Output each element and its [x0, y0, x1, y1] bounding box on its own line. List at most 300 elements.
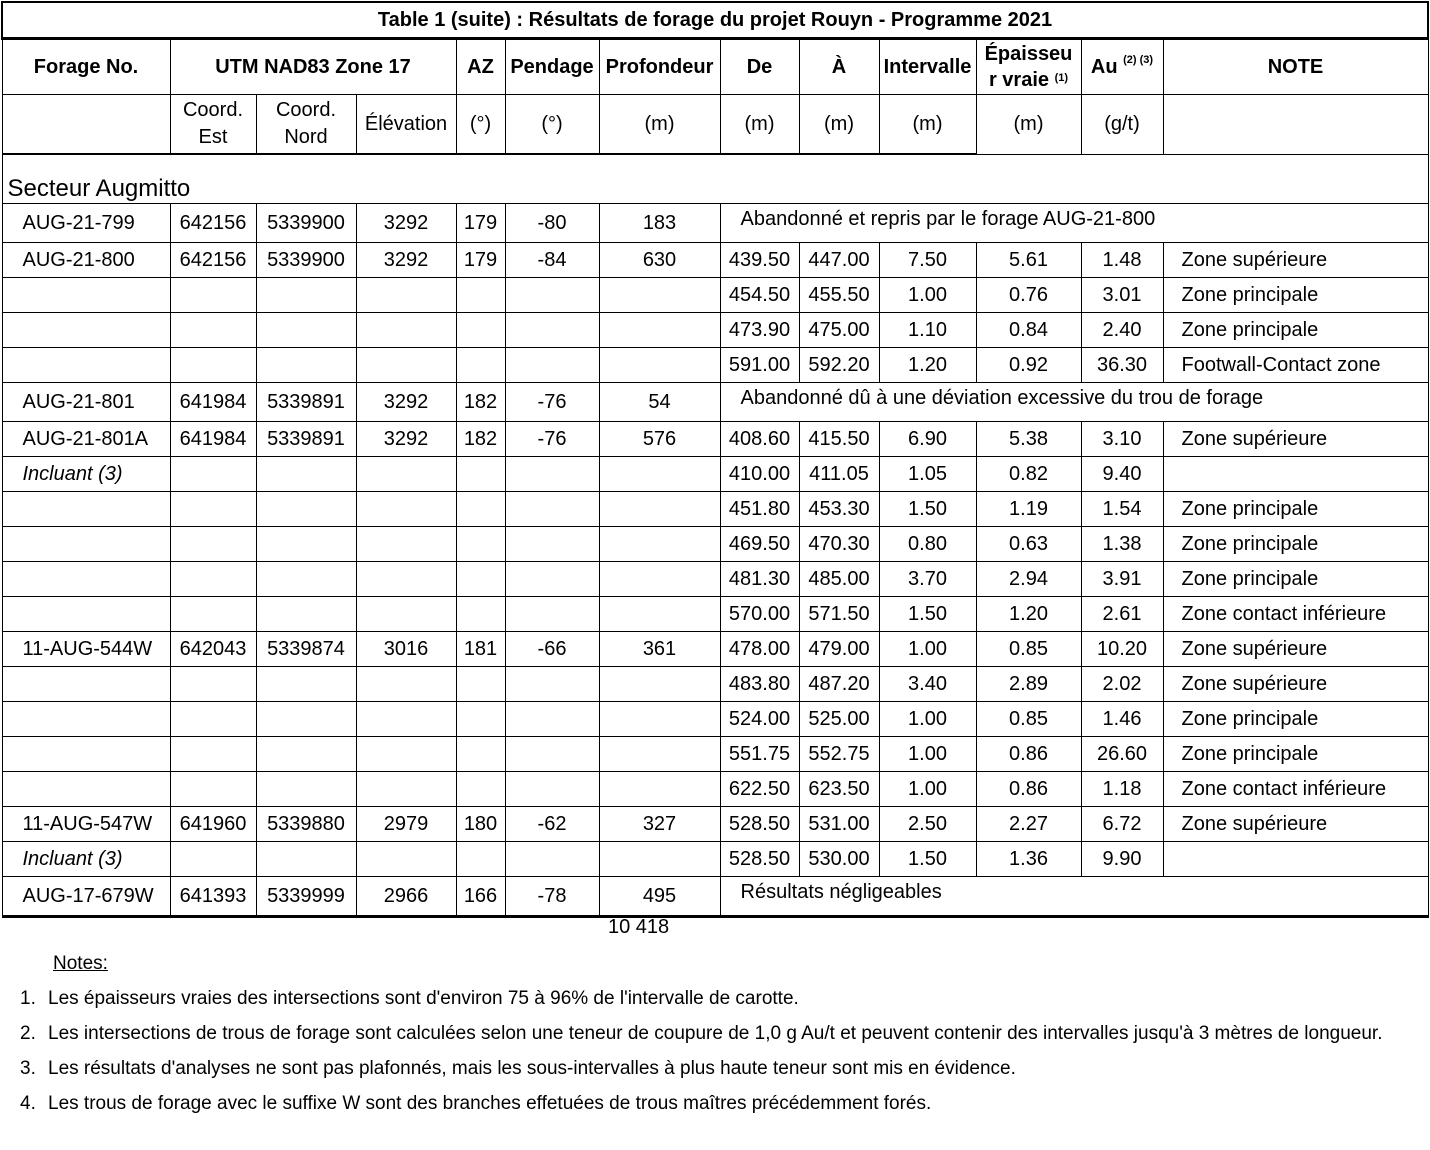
cell-de: 524.00 [720, 702, 799, 737]
cell-ep: 2.94 [976, 562, 1081, 597]
cell-hole: AUG-21-801A [2, 422, 170, 457]
table-row [2, 877, 1428, 917]
cell-prof: 361 [599, 632, 720, 667]
subheader-az-unit: (°) [456, 95, 505, 155]
cell-est [170, 702, 256, 737]
cell-note: Zone contact inférieure [1163, 772, 1428, 807]
cell-pend: -76 [505, 422, 599, 457]
cell-ep: 5.61 [976, 243, 1081, 278]
cell-nord [256, 457, 356, 492]
cell-prof [599, 278, 720, 313]
table-row [2, 348, 1428, 383]
header-epaisseur-line2: r vraie [988, 69, 1050, 91]
table-row [2, 702, 1428, 737]
cell-hole [2, 492, 170, 527]
cell-pend: -66 [505, 632, 599, 667]
cell-elev [356, 527, 456, 562]
header-pendage: Pendage [505, 39, 599, 95]
cell-pend: -76 [505, 383, 599, 422]
cell-au: 1.48 [1081, 243, 1163, 278]
note-item [20, 985, 1410, 1012]
cell-nord [256, 702, 356, 737]
cell-nord: 5339900 [256, 243, 356, 278]
note-text: Les résultats d'analyses ne sont pas plafonnés, mais les sous-intervalles à plus haute teneur sont mis en évidence. [48, 1058, 1016, 1079]
cell-note: Zone principale [1163, 313, 1428, 348]
cell-nord [256, 772, 356, 807]
table-row [2, 204, 1428, 243]
cell-elev [356, 597, 456, 632]
cell-nord: 5339900 [256, 204, 356, 243]
table-row [2, 422, 1428, 457]
cell-int: 3.40 [879, 667, 976, 702]
header-intervalle: Intervalle [879, 39, 976, 95]
cell-de: 591.00 [720, 348, 799, 383]
cell-nord [256, 527, 356, 562]
cell-pend: -80 [505, 204, 599, 243]
table-row [2, 243, 1428, 278]
cell-az [456, 278, 505, 313]
cell-a: 479.00 [799, 632, 879, 667]
cell-elev: 2979 [356, 807, 456, 842]
table-title: Table 1 (suite) : Résultats de forage du projet Rouyn - Programme 2021 [2, 2, 1428, 39]
cell-note: Zone supérieure [1163, 807, 1428, 842]
cell-pend [505, 702, 599, 737]
cell-hole: Incluant (3) [2, 842, 170, 877]
cell-ep: 0.86 [976, 772, 1081, 807]
cell-prof [599, 842, 720, 877]
cell-est [170, 348, 256, 383]
cell-a: 411.05 [799, 457, 879, 492]
table-row [2, 313, 1428, 348]
cell-pend [505, 278, 599, 313]
cell-prof: 54 [599, 383, 720, 422]
section-title: Secteur Augmitto [2, 154, 1428, 204]
cell-prof [599, 492, 720, 527]
cell-pend [505, 313, 599, 348]
cell-az: 180 [456, 807, 505, 842]
cell-note: Zone principale [1163, 702, 1428, 737]
header-epaisseur [976, 39, 1081, 95]
cell-prof: 183 [599, 204, 720, 243]
cell-ep: 2.27 [976, 807, 1081, 842]
cell-note: Zone contact inférieure [1163, 597, 1428, 632]
cell-hole: AUG-21-800 [2, 243, 170, 278]
cell-hole: Incluant (3) [2, 457, 170, 492]
cell-est [170, 278, 256, 313]
cell-nord [256, 278, 356, 313]
header-de: De [720, 39, 799, 95]
cell-pend [505, 562, 599, 597]
table-row [2, 807, 1428, 842]
note-number: 2. [20, 1023, 36, 1044]
header-profondeur: Profondeur [599, 39, 720, 95]
cell-prof: 576 [599, 422, 720, 457]
note-number: 1. [20, 988, 36, 1009]
subheader-elevation: Élévation [356, 95, 456, 155]
cell-az [456, 348, 505, 383]
cell-hole: AUG-17-679W [2, 877, 170, 917]
cell-int: 1.50 [879, 842, 976, 877]
note-item [20, 1055, 1410, 1082]
cell-az: 179 [456, 204, 505, 243]
header-utm: UTM NAD83 Zone 17 [170, 39, 456, 95]
table-row [2, 737, 1428, 772]
cell-elev [356, 737, 456, 772]
cell-az [456, 772, 505, 807]
cell-note: Zone principale [1163, 278, 1428, 313]
cell-est: 641960 [170, 807, 256, 842]
cell-nord [256, 842, 356, 877]
cell-az: 166 [456, 877, 505, 917]
cell-az [456, 842, 505, 877]
cell-int: 1.00 [879, 772, 976, 807]
table-row [2, 562, 1428, 597]
cell-nord: 5339999 [256, 877, 356, 917]
cell-hole: AUG-21-801 [2, 383, 170, 422]
subheader-empty [2, 95, 170, 155]
cell-ep: 1.36 [976, 842, 1081, 877]
cell-a: 453.30 [799, 492, 879, 527]
cell-pend [505, 772, 599, 807]
cell-int: 1.50 [879, 597, 976, 632]
cell-ep: 1.19 [976, 492, 1081, 527]
cell-a: 470.30 [799, 527, 879, 562]
header-row [2, 39, 1428, 95]
table-row [2, 383, 1428, 422]
results-table-container [1, 1, 1427, 918]
table-row [2, 632, 1428, 667]
table-row [2, 278, 1428, 313]
cell-de: 408.60 [720, 422, 799, 457]
cell-prof: 630 [599, 243, 720, 278]
cell-est: 642043 [170, 632, 256, 667]
cell-a: 447.00 [799, 243, 879, 278]
header-au [1081, 39, 1163, 95]
cell-az [456, 492, 505, 527]
header-a: À [799, 39, 879, 95]
cell-au: 1.46 [1081, 702, 1163, 737]
cell-hole: 11-AUG-547W [2, 807, 170, 842]
subheader-coord-nord: Coord. Nord [256, 95, 356, 155]
cell-nord [256, 313, 356, 348]
cell-au: 36.30 [1081, 348, 1163, 383]
subheader-au-unit: (g/t) [1081, 95, 1163, 155]
notes-title: Notes: [53, 953, 108, 974]
cell-note: Zone supérieure [1163, 422, 1428, 457]
cell-span-note: Abandonné dû à une déviation excessive du trou de forage [720, 383, 1428, 422]
cell-az [456, 527, 505, 562]
cell-de: 473.90 [720, 313, 799, 348]
cell-elev [356, 562, 456, 597]
cell-elev [356, 492, 456, 527]
cell-au: 1.54 [1081, 492, 1163, 527]
cell-ep: 5.38 [976, 422, 1081, 457]
header-note: NOTE [1163, 39, 1428, 95]
subheader-int-unit: (m) [879, 95, 976, 155]
cell-note: Footwall-Contact zone [1163, 348, 1428, 383]
cell-a: 525.00 [799, 702, 879, 737]
cell-note [1163, 842, 1428, 877]
cell-hole [2, 348, 170, 383]
cell-ep: 0.84 [976, 313, 1081, 348]
cell-span-note: Abandonné et repris par le forage AUG-21-800 [720, 204, 1428, 243]
cell-elev: 3292 [356, 383, 456, 422]
cell-prof [599, 348, 720, 383]
cell-int: 1.00 [879, 737, 976, 772]
note-item [20, 1090, 1410, 1117]
cell-est: 641393 [170, 877, 256, 917]
table-row [2, 457, 1428, 492]
cell-az [456, 457, 505, 492]
cell-de: 622.50 [720, 772, 799, 807]
cell-int: 3.70 [879, 562, 976, 597]
cell-est: 642156 [170, 243, 256, 278]
cell-pend: -62 [505, 807, 599, 842]
cell-elev [356, 457, 456, 492]
cell-hole [2, 667, 170, 702]
header-az: AZ [456, 39, 505, 95]
cell-pend [505, 597, 599, 632]
cell-nord: 5339891 [256, 422, 356, 457]
cell-prof: 495 [599, 877, 720, 917]
cell-a: 552.75 [799, 737, 879, 772]
cell-de: 451.80 [720, 492, 799, 527]
cell-de: 454.50 [720, 278, 799, 313]
cell-prof [599, 313, 720, 348]
cell-au: 6.72 [1081, 807, 1163, 842]
cell-pend [505, 457, 599, 492]
cell-int: 0.80 [879, 527, 976, 562]
cell-de: 528.50 [720, 807, 799, 842]
cell-au: 3.10 [1081, 422, 1163, 457]
cell-elev [356, 702, 456, 737]
cell-nord [256, 348, 356, 383]
subheader-ep-unit: (m) [976, 95, 1081, 155]
subheader-de-unit: (m) [720, 95, 799, 155]
cell-de: 481.30 [720, 562, 799, 597]
cell-az [456, 313, 505, 348]
cell-int: 1.00 [879, 278, 976, 313]
cell-au: 2.40 [1081, 313, 1163, 348]
cell-hole [2, 597, 170, 632]
cell-ep: 0.85 [976, 632, 1081, 667]
cell-note: Zone supérieure [1163, 667, 1428, 702]
cell-au: 1.38 [1081, 527, 1163, 562]
cell-a: 475.00 [799, 313, 879, 348]
cell-hole: 11-AUG-544W [2, 632, 170, 667]
cell-prof [599, 597, 720, 632]
cell-est [170, 667, 256, 702]
cell-nord: 5339874 [256, 632, 356, 667]
cell-ep: 0.86 [976, 737, 1081, 772]
table-row [2, 667, 1428, 702]
subheader-note-empty [1163, 95, 1428, 155]
cell-pend [505, 667, 599, 702]
cell-de: 483.80 [720, 667, 799, 702]
cell-pend [505, 492, 599, 527]
cell-note [1163, 457, 1428, 492]
cell-de: 528.50 [720, 842, 799, 877]
cell-prof: 327 [599, 807, 720, 842]
cell-hole [2, 737, 170, 772]
cell-prof [599, 562, 720, 597]
cell-prof [599, 737, 720, 772]
cell-de: 478.00 [720, 632, 799, 667]
cell-prof [599, 702, 720, 737]
cell-a: 487.20 [799, 667, 879, 702]
cell-au: 10.20 [1081, 632, 1163, 667]
note-text: Les épaisseurs vraies des intersections sont d'environ 75 à 96% de l'intervalle de carotte. [48, 988, 799, 1009]
cell-note: Zone principale [1163, 562, 1428, 597]
cell-pend [505, 527, 599, 562]
cell-au: 9.90 [1081, 842, 1163, 877]
cell-pend [505, 737, 599, 772]
cell-de: 410.00 [720, 457, 799, 492]
cell-int: 1.10 [879, 313, 976, 348]
note-item [20, 1020, 1410, 1047]
header-epaisseur-footnote: (1) [1054, 72, 1069, 84]
cell-hole [2, 278, 170, 313]
cell-hole [2, 562, 170, 597]
cell-nord [256, 562, 356, 597]
table-row [2, 772, 1428, 807]
cell-nord [256, 667, 356, 702]
section-row [2, 154, 1428, 204]
cell-int: 1.50 [879, 492, 976, 527]
cell-int: 6.90 [879, 422, 976, 457]
cell-a: 415.50 [799, 422, 879, 457]
cell-a: 623.50 [799, 772, 879, 807]
cell-est: 641984 [170, 422, 256, 457]
cell-az: 181 [456, 632, 505, 667]
cell-est [170, 737, 256, 772]
cell-est [170, 772, 256, 807]
table-row [2, 842, 1428, 877]
cell-a: 571.50 [799, 597, 879, 632]
drilling-results-table [1, 1, 1429, 918]
cell-ep: 0.85 [976, 702, 1081, 737]
cell-note: Zone supérieure [1163, 632, 1428, 667]
cell-note: Zone supérieure [1163, 243, 1428, 278]
table-row [2, 597, 1428, 632]
note-text: Les intersections de trous de forage sont calculées selon une teneur de coupure de 1,0 g Au/t et peuvent contenir des intervalles jusqu'à 3 mètres de longueur. [48, 1023, 1383, 1044]
header-epaisseur-line1: Épaisseu [984, 43, 1073, 65]
subheader-a-unit: (m) [799, 95, 879, 155]
cell-elev [356, 313, 456, 348]
cell-elev [356, 278, 456, 313]
cell-nord [256, 737, 356, 772]
cell-hole [2, 527, 170, 562]
cell-nord [256, 597, 356, 632]
cell-a: 455.50 [799, 278, 879, 313]
cell-int: 1.00 [879, 632, 976, 667]
cell-elev: 2966 [356, 877, 456, 917]
cell-az [456, 667, 505, 702]
cell-note: Zone principale [1163, 527, 1428, 562]
cell-ep: 0.82 [976, 457, 1081, 492]
total-depth: 10 418 [608, 916, 670, 938]
cell-de: 469.50 [720, 527, 799, 562]
notes-section [20, 950, 1410, 1125]
note-number: 3. [20, 1058, 36, 1079]
notes-list [20, 985, 1410, 1117]
cell-int: 1.00 [879, 702, 976, 737]
cell-pend [505, 842, 599, 877]
header-forage: Forage No. [2, 39, 170, 95]
cell-ep: 1.20 [976, 597, 1081, 632]
cell-au: 26.60 [1081, 737, 1163, 772]
cell-prof [599, 772, 720, 807]
cell-de: 570.00 [720, 597, 799, 632]
cell-az [456, 737, 505, 772]
cell-au: 2.61 [1081, 597, 1163, 632]
cell-est [170, 492, 256, 527]
cell-note: Zone principale [1163, 492, 1428, 527]
cell-est [170, 457, 256, 492]
cell-pend: -78 [505, 877, 599, 917]
cell-prof [599, 527, 720, 562]
cell-a: 592.20 [799, 348, 879, 383]
cell-prof [599, 667, 720, 702]
cell-prof [599, 457, 720, 492]
cell-elev [356, 842, 456, 877]
cell-az: 179 [456, 243, 505, 278]
table-row [2, 492, 1428, 527]
cell-elev: 3016 [356, 632, 456, 667]
cell-nord: 5339891 [256, 383, 356, 422]
cell-est [170, 562, 256, 597]
cell-au: 3.91 [1081, 562, 1163, 597]
cell-az: 182 [456, 422, 505, 457]
cell-az [456, 562, 505, 597]
cell-az: 182 [456, 383, 505, 422]
cell-elev: 3292 [356, 243, 456, 278]
cell-a: 530.00 [799, 842, 879, 877]
cell-a: 485.00 [799, 562, 879, 597]
cell-hole [2, 772, 170, 807]
cell-au: 2.02 [1081, 667, 1163, 702]
cell-de: 439.50 [720, 243, 799, 278]
cell-est [170, 597, 256, 632]
cell-hole [2, 313, 170, 348]
cell-elev [356, 348, 456, 383]
cell-au: 3.01 [1081, 278, 1163, 313]
cell-elev [356, 772, 456, 807]
subheader-coord-est: Coord. Est [170, 95, 256, 155]
cell-elev [356, 667, 456, 702]
header-au-footnote: (2) (3) [1123, 53, 1154, 66]
cell-est [170, 842, 256, 877]
subheader-row [2, 95, 1428, 155]
cell-az [456, 702, 505, 737]
subheader-pendage-unit: (°) [505, 95, 599, 155]
cell-int: 7.50 [879, 243, 976, 278]
cell-ep: 0.92 [976, 348, 1081, 383]
cell-hole [2, 702, 170, 737]
cell-ep: 0.76 [976, 278, 1081, 313]
cell-a: 531.00 [799, 807, 879, 842]
header-au-label: Au [1090, 55, 1118, 78]
cell-est: 642156 [170, 204, 256, 243]
cell-est: 641984 [170, 383, 256, 422]
cell-ep: 2.89 [976, 667, 1081, 702]
cell-pend [505, 348, 599, 383]
cell-note: Zone principale [1163, 737, 1428, 772]
cell-au: 9.40 [1081, 457, 1163, 492]
subheader-prof-unit: (m) [599, 95, 720, 155]
cell-int: 1.20 [879, 348, 976, 383]
cell-est [170, 527, 256, 562]
